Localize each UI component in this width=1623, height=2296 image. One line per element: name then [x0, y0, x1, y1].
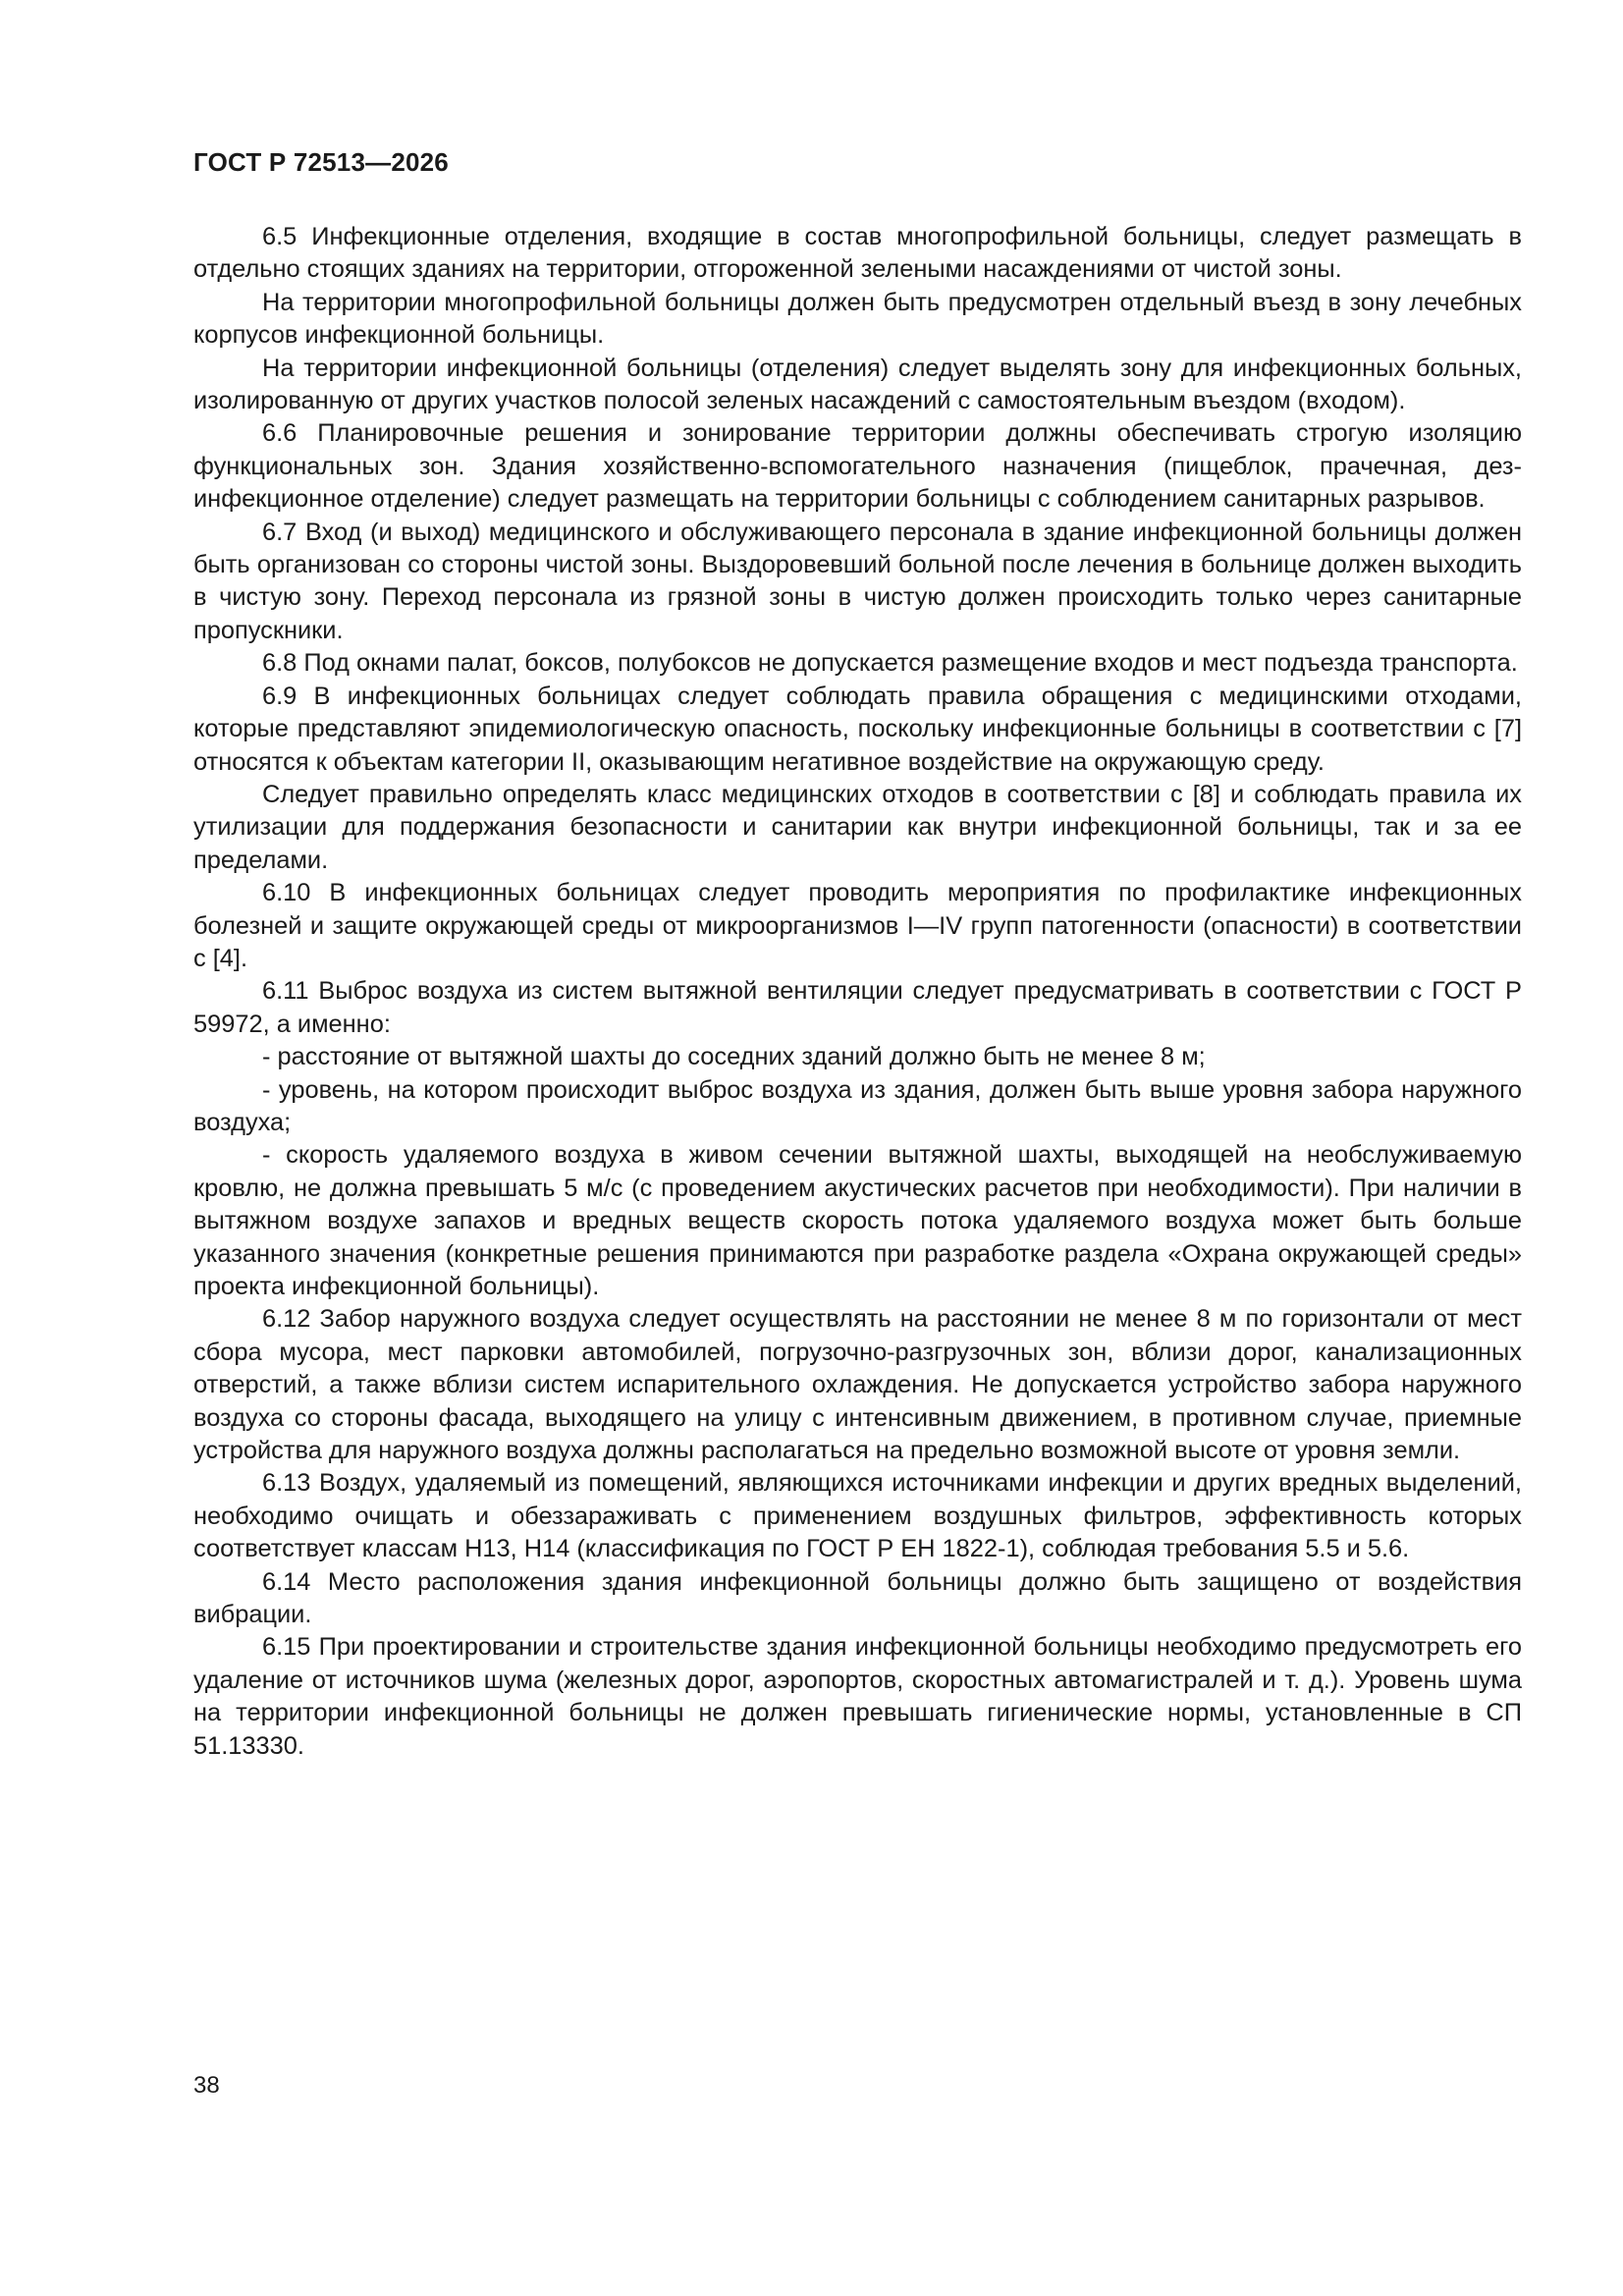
list-item-level: - уровень, на котором происходит выброс воздуха из здания, должен быть выше уровня забора наружного воздуха;	[193, 1075, 1522, 1136]
paragraph-6-12: 6.12 Забор наружного воздуха следует осуществлять на расстоянии не менее 8 м по горизонтали от мест сбора мусора, мест парковки автомобилей, погрузочно-разгрузочных зон, вблизи дорог, канализационных отверстий, а также вблизи систем испарительного охлаждения. Не допускается устройство забора наружного воздуха со стороны фасада, выходящего на улицу с интенсивным движением, в противном случае, приемные устройства для наружного воздуха должны располагаться на предельно возможной высоте от уровня земли.	[193, 1305, 1522, 1465]
paragraph-6-15: 6.15 При проектировании и строительстве здания инфекционной больницы необходимо предусмотреть его удаление от источников шума (железных дорог, аэропортов, скоростных автомагистралей и т. д.). Уровень шума на территории инфекционной больницы не должен превышать гигиенические нормы, установленные в СП 51.13330.	[193, 1633, 1522, 1760]
standard-header: ГОСТ Р 72513—2026	[193, 147, 449, 177]
paragraph-6-11: 6.11 Выброс воздуха из систем вытяжной вентиляции следует предусматривать в соответствии с ГОСТ Р 59972, а именно:	[193, 977, 1522, 1038]
paragraph-6-13: 6.13 Воздух, удаляемый из помещений, являющихся источниками инфекции и других вредных выделений, необходимо очищать и обеззараживать с применением воздушных фильтров, эффективность которых соответствует классам Н13, Н14 (классификация по ГОСТ Р ЕН 1822-1), соблюдая требования 5.5 и 5.6.	[193, 1469, 1522, 1563]
paragraph-6-6: 6.6 Планировочные решения и зонирование территории должны обеспечивать строгую изоляцию функциональных зон. Здания хозяйственно-вспомогательного назначения (пищеблок, прачечная, дезинфекционное отделение) следует размещать на территории больницы с соблюдением санитарных разрывов.	[193, 419, 1522, 514]
paragraph-6-5-territory: На территории многопрофильной больницы должен быть предусмотрен отдельный въезд в зону лечебных корпусов инфекционной больницы.	[193, 288, 1522, 350]
paragraph-6-5: 6.5 Инфекционные отделения, входящие в состав многопрофильной больницы, следует размещать в отдельно стоящих зданиях на территории, отгороженной зелеными насаждениями от чистой зоны.	[193, 223, 1522, 284]
paragraph-6-14: 6.14 Место расположения здания инфекционной больницы должно быть защищено от воздействия вибрации.	[193, 1567, 1522, 1629]
document-body	[193, 221, 1522, 1763]
paragraph-6-7: 6.7 Вход (и выход) медицинского и обслуживающего персонала в здание инфекционной больницы должен быть организован со стороны чистой зоны. Выздоровевший больной после лечения в больнице должен выходить в чистую зону. Переход персонала из грязной зоны в чистую должен происходить только через санитарные пропускники.	[193, 518, 1522, 644]
paragraph-6-9: 6.9 В инфекционных больницах следует соблюдать правила обращения с медицинскими отходами, которые представляют эпидемиологическую опасность, поскольку инфекционные больницы в соответствии с [7] относятся к объектам категории II, оказывающим негативное воздействие на окружающую среду.	[193, 682, 1522, 776]
page-number: 38	[193, 2072, 220, 2099]
paragraph-6-5-zone: На территории инфекционной больницы (отделения) следует выделять зону для инфекционных больных, изолированную от других участков полосой зеленых насаждений с самостоятельным въездом (входом).	[193, 354, 1522, 415]
paragraph-6-8: 6.8 Под окнами палат, боксов, полубоксов не допускается размещение входов и мест подъезда транспорта.	[262, 649, 1518, 678]
paragraph-6-10: 6.10 В инфекционных больницах следует проводить мероприятия по профилактике инфекционных болезней и защите окружающей среды от микроорганизмов I—IV групп патогенности (опасности) в соответствии с [4].	[193, 879, 1522, 972]
paragraph-6-9-waste: Следует правильно определять класс медицинских отходов в соответствии с [8] и соблюдать правила их утилизации для поддержания безопасности и санитарии как внутри инфекционной больницы, так и за ее пределами.	[193, 780, 1522, 874]
list-item-speed: - скорость удаляемого воздуха в живом сечении вытяжной шахты, выходящей на необслуживаемую кровлю, не должна превышать 5 м/с (с проведением акустических расчетов при необходимости). При наличии в вытяжном воздухе запахов и вредных веществ скорость потока удаляемого воздуха может быть больше указанного значения (конкретные решения принимаются при разработке раздела «Охрана окружающей среды» проекта инфекционной больницы).	[193, 1141, 1522, 1300]
list-item-distance: - расстояние от вытяжной шахты до соседних зданий должно быть не менее 8 м;	[262, 1043, 1206, 1071]
